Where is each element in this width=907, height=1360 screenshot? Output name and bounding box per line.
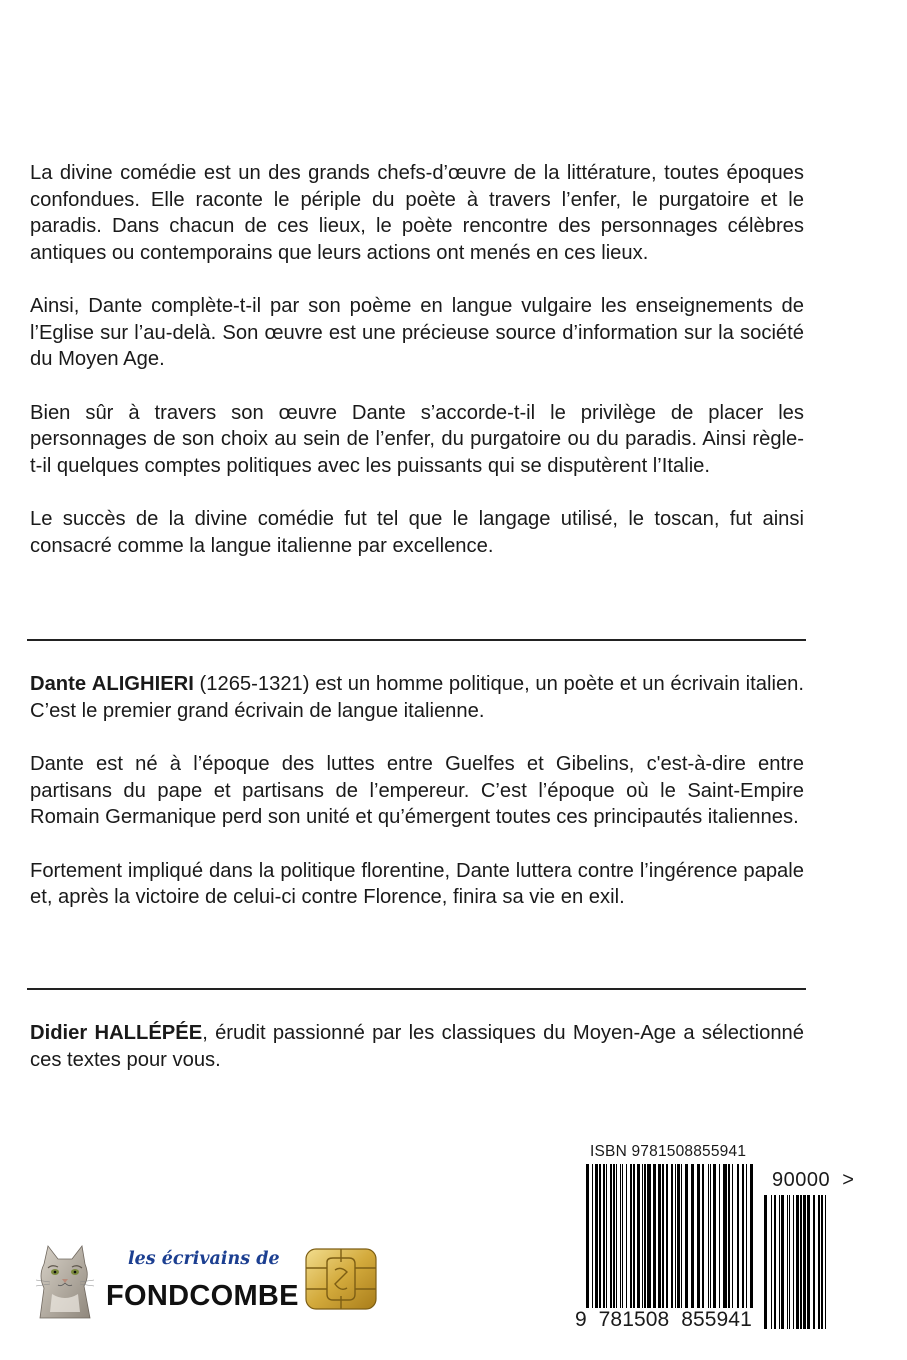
barcode-bar xyxy=(603,1164,605,1320)
barcode-bar xyxy=(637,1164,640,1320)
barcode-bar xyxy=(671,1164,673,1320)
barcode-bar xyxy=(713,1164,716,1320)
barcode-bar xyxy=(681,1164,682,1320)
isbn-label: ISBN 9781508855941 xyxy=(590,1143,747,1160)
barcode-bar xyxy=(723,1164,727,1320)
author-bio-section xyxy=(30,671,804,911)
barcode-bar xyxy=(728,1164,730,1320)
barcode-bar xyxy=(662,1164,664,1320)
summary-section xyxy=(30,160,804,559)
barcode-bar xyxy=(592,1164,593,1320)
barcode-bar xyxy=(774,1195,776,1329)
author-first-name: Dante xyxy=(30,673,87,695)
barcode-bar xyxy=(796,1195,799,1329)
barcode-bar xyxy=(647,1164,651,1320)
barcode-bar xyxy=(620,1164,621,1320)
ean13-bars xyxy=(586,1164,754,1320)
addon-bars xyxy=(764,1195,826,1329)
editor-section xyxy=(30,1020,804,1073)
barcode-bar xyxy=(685,1164,688,1320)
editor-first-name: Didier xyxy=(30,1022,88,1044)
barcode-bar xyxy=(779,1195,780,1329)
barcode-bar xyxy=(719,1164,720,1320)
barcode-bar xyxy=(750,1164,753,1320)
author-intro xyxy=(30,671,804,724)
barcode-bar xyxy=(586,1164,589,1320)
ean-digits: 9 781508 855941 xyxy=(575,1308,752,1331)
barcode-bar xyxy=(677,1164,680,1320)
summary-paragraph-3: Bien sûr à travers son œuvre Dante s’accorde-t-il le privilège de placer les personnages de son choix au sein de l’enfer, du purgatoire ou du paradis. Ainsi règle-t-il quelques comptes politiques avec les puissants qui se disputèrent l’Italie. xyxy=(30,401,804,477)
barcode-bar xyxy=(781,1195,784,1329)
barcode-bar xyxy=(708,1164,709,1320)
smartcard-chip-icon xyxy=(305,1248,377,1310)
barcode-bar xyxy=(800,1195,802,1329)
isbn-barcode xyxy=(574,1143,874,1343)
author-last-name: ALIGHIERI xyxy=(91,673,194,695)
barcode-bar xyxy=(813,1195,815,1329)
barcode-bar xyxy=(653,1164,656,1320)
barcode-bar xyxy=(818,1195,820,1329)
barcode-bar xyxy=(710,1164,711,1320)
editor-last-name: HALLÉPÉE xyxy=(94,1022,203,1044)
barcode-bar xyxy=(821,1195,823,1329)
barcode-bar xyxy=(742,1164,744,1320)
summary-paragraph-1: La divine comédie est un des grands chefs-d’œuvre de la littérature, toutes époques confondues. Elle raconte le périple du poète à travers l’enfer, le purgatoire et le paradis. Dans chacun de ces lieux, le poète rencontre des personnages célèbres antiques ou contemporains que leurs actions ont menés en ces lieux. xyxy=(30,162,804,264)
barcode-bar xyxy=(622,1164,623,1320)
addon-arrow: > xyxy=(842,1169,855,1191)
barcode-bar xyxy=(764,1195,767,1329)
barcode-bar xyxy=(599,1164,601,1320)
logo-script-line: les écrivains de xyxy=(128,1249,280,1269)
barcode-bar xyxy=(626,1164,627,1320)
barcode-bar xyxy=(644,1164,646,1320)
cat-icon xyxy=(30,1242,102,1320)
barcode-bar xyxy=(771,1195,772,1329)
barcode-bar xyxy=(666,1164,668,1320)
barcode-bar xyxy=(793,1195,794,1329)
barcode-bar xyxy=(610,1164,612,1320)
barcode-bar xyxy=(732,1164,733,1320)
barcode-bar xyxy=(787,1195,788,1329)
barcode-bar xyxy=(658,1164,661,1320)
barcode-bar xyxy=(803,1195,806,1329)
divider-1 xyxy=(27,639,806,641)
author-paragraph-2: Dante est né à l’époque des luttes entre Guelfes et Gibelins, c'est-à-dire entre partisans du pape et partisans de l’empereur. C’est l’époque où le Saint-Empire Romain Germanique perd son unité et qu’émergent toutes ces principautés italiennes. xyxy=(30,753,804,828)
barcode-bar xyxy=(691,1164,694,1320)
barcode-bar xyxy=(737,1164,739,1320)
addon-code xyxy=(772,1169,854,1192)
barcode-bar xyxy=(616,1164,617,1320)
summary-paragraph-4: Le succès de la divine comédie fut tel que le langage utilisé, le toscan, fut ainsi consacré comme la langue italienne par excellence. xyxy=(30,508,804,557)
editor-note xyxy=(30,1020,804,1073)
barcode-bar xyxy=(606,1164,607,1320)
author-paragraph-3: Fortement impliqué dans la politique florentine, Dante luttera contre l’ingérence papale et, après la victoire de celui-ci contre Florence, finira sa vie en exil. xyxy=(30,859,804,908)
publisher-logo xyxy=(30,1240,380,1320)
barcode-bar xyxy=(789,1195,790,1329)
editor-note-text: , érudit passionné par les classiques du Moyen-Age a sélectionné ces textes pour vous. xyxy=(30,1022,805,1071)
barcode-bar xyxy=(633,1164,635,1320)
barcode-bar xyxy=(595,1164,598,1320)
barcode-bar xyxy=(630,1164,632,1320)
barcode-bar xyxy=(825,1195,826,1329)
barcode-bar xyxy=(807,1195,810,1329)
summary-paragraph-2: Ainsi, Dante complète-t-il par son poème en langue vulgaire les enseignements de l’Eglise sur l’au-delà. Son œuvre est une précieuse source d’information sur la société du Moyen Age. xyxy=(30,295,804,370)
barcode-bar xyxy=(642,1164,643,1320)
logo-wordmark: FONDCOMBE xyxy=(106,1280,299,1312)
barcode-bar xyxy=(702,1164,704,1320)
barcode-bar xyxy=(613,1164,615,1320)
divider-2 xyxy=(27,988,806,990)
barcode-bar xyxy=(675,1164,676,1320)
barcode-bar xyxy=(746,1164,747,1320)
addon-code-digits: 90000 xyxy=(772,1169,831,1191)
barcode-bar xyxy=(697,1164,700,1320)
author-intro-text: (1265-1321) est un homme politique, un poète et un écrivain italien. C’est le premier grand écrivain de langue italienne. xyxy=(30,673,805,722)
